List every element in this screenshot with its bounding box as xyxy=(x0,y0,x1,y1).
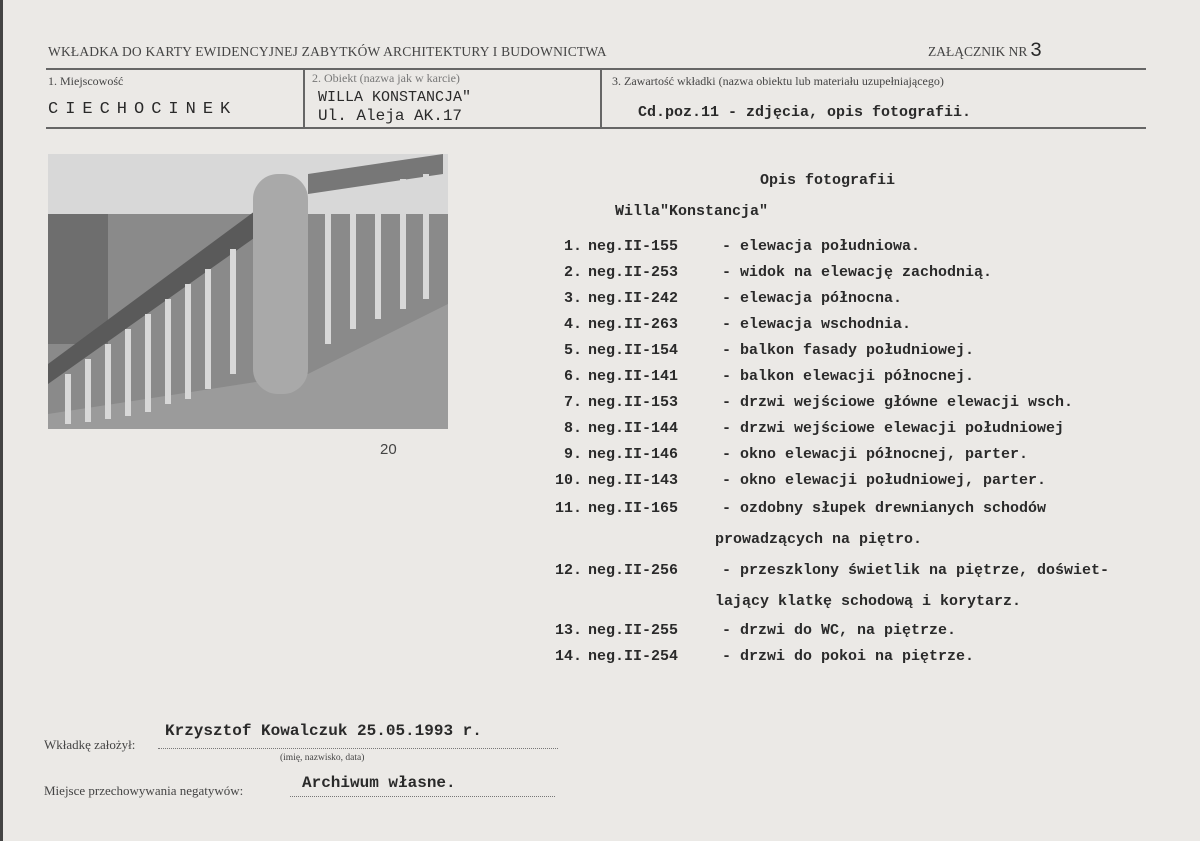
negative-id: neg.II-141 xyxy=(588,367,679,385)
item-text-continuation: lający klatkę schodową i korytarz. xyxy=(715,593,1022,610)
item-number: 9. xyxy=(563,445,582,463)
negatives-storage-label: Miejsce przechowywania negatywów: xyxy=(44,783,244,798)
description-subtitle: Willa"Konstancja" xyxy=(615,203,769,220)
item-text: - okno elewacji południowej, parter. xyxy=(722,471,1047,489)
object-name: WILLA KONSTANCJA" xyxy=(318,89,472,106)
list-item xyxy=(500,441,1180,467)
object-address: Ul. Aleja AK.17 xyxy=(318,107,463,125)
list-item xyxy=(500,259,1180,285)
item-text: - widok na elewację zachodnią. xyxy=(722,263,993,281)
locality-value: CIECHOCINEK xyxy=(48,100,238,119)
created-by-value: Krzysztof Kowalczuk 25.05.1993 r. xyxy=(165,722,482,740)
item-text: - okno elewacji północnej, parter. xyxy=(722,445,1029,463)
negative-id: neg.II-146 xyxy=(588,445,679,463)
item-number: 6. xyxy=(563,367,582,385)
divider xyxy=(46,68,1146,70)
item-number: 11. xyxy=(554,500,582,517)
list-item xyxy=(500,617,1180,643)
page-edge xyxy=(0,0,3,841)
item-number: 5. xyxy=(563,341,582,359)
item-text: - elewacja wschodnia. xyxy=(722,315,912,333)
photo-description-list xyxy=(500,233,1180,669)
item-number: 10. xyxy=(554,471,582,489)
negative-id: neg.II-255 xyxy=(588,621,679,639)
divider xyxy=(46,127,1146,129)
item-text: - balkon fasady południowej. xyxy=(722,341,975,359)
description-title: Opis fotografii xyxy=(760,172,896,189)
negative-id: neg.II-144 xyxy=(588,419,679,437)
locality-label: 1. Miejscowość xyxy=(48,74,124,88)
list-item-continuation xyxy=(500,524,1180,555)
item-text: - elewacja południowa. xyxy=(722,237,921,255)
item-number: 3. xyxy=(563,289,582,307)
created-by-label: Wkładkę założył: xyxy=(44,737,136,752)
list-item xyxy=(500,389,1180,415)
content-label: 3. Zawartość wkładki (nazwa obiektu lub materiału uzupełniającego) xyxy=(612,74,944,88)
object-label: 2. Obiekt (nazwa jak w karcie) xyxy=(312,71,460,85)
item-text-continuation: prowadzących na piętro. xyxy=(715,531,923,548)
item-number: 14. xyxy=(554,647,582,665)
list-item xyxy=(500,337,1180,363)
document-title: WKŁADKA DO KARTY EWIDENCYJNEJ ZABYTKÓW ARCHITEKTURY I BUDOWNICTWA xyxy=(48,44,607,59)
negative-id: neg.II-242 xyxy=(588,289,679,307)
item-text: - przeszklony świetlik na piętrze, doświet- xyxy=(722,562,1110,579)
list-item xyxy=(500,643,1180,669)
negative-id: neg.II-254 xyxy=(588,647,679,665)
annex-label: ZAŁĄCZNIK NR xyxy=(928,44,1028,59)
list-item xyxy=(500,363,1180,389)
list-item-continuation xyxy=(500,586,1180,617)
item-number: 1. xyxy=(563,237,582,255)
item-number: 4. xyxy=(563,315,582,333)
annex-number: 3 xyxy=(1030,40,1043,63)
list-item xyxy=(500,311,1180,337)
item-text: - drzwi wejściowe elewacji południowej xyxy=(722,419,1065,437)
negative-id: neg.II-155 xyxy=(588,237,679,255)
created-by-hint: (imię, nazwisko, data) xyxy=(280,753,365,763)
dotted-line xyxy=(158,748,558,749)
staircase-photo xyxy=(48,154,448,429)
negative-id: neg.II-154 xyxy=(588,341,679,359)
item-text: - drzwi do pokoi na piętrze. xyxy=(722,647,975,665)
negative-id: neg.II-253 xyxy=(588,263,679,281)
item-number: 12. xyxy=(554,562,582,579)
list-item xyxy=(500,555,1180,586)
content-value: Cd.poz.11 - zdjęcia, opis fotografii. xyxy=(638,104,972,121)
divider xyxy=(600,68,602,128)
list-item xyxy=(500,415,1180,441)
negative-id: neg.II-143 xyxy=(588,471,679,489)
item-text: - ozdobny słupek drewnianych schodów xyxy=(722,500,1047,517)
item-text: - drzwi wejściowe główne elewacji wsch. xyxy=(722,393,1074,411)
item-number: 13. xyxy=(554,621,582,639)
negative-id: neg.II-153 xyxy=(588,393,679,411)
list-item xyxy=(500,285,1180,311)
item-number: 2. xyxy=(563,263,582,281)
item-text: - drzwi do WC, na piętrze. xyxy=(722,621,957,639)
list-item xyxy=(500,233,1180,259)
negative-id: neg.II-165 xyxy=(588,500,679,517)
list-item xyxy=(500,493,1180,524)
negative-id: neg.II-256 xyxy=(588,562,679,579)
item-text: - elewacja północna. xyxy=(722,289,903,307)
item-number: 7. xyxy=(563,393,582,411)
negative-id: neg.II-263 xyxy=(588,315,679,333)
photo-number: 20 xyxy=(380,441,397,458)
list-item xyxy=(500,467,1180,493)
dotted-line xyxy=(290,796,555,797)
divider xyxy=(303,68,305,128)
item-number: 8. xyxy=(563,419,582,437)
negatives-storage-value: Archiwum własne. xyxy=(302,774,456,792)
item-text: - balkon elewacji północnej. xyxy=(722,367,975,385)
